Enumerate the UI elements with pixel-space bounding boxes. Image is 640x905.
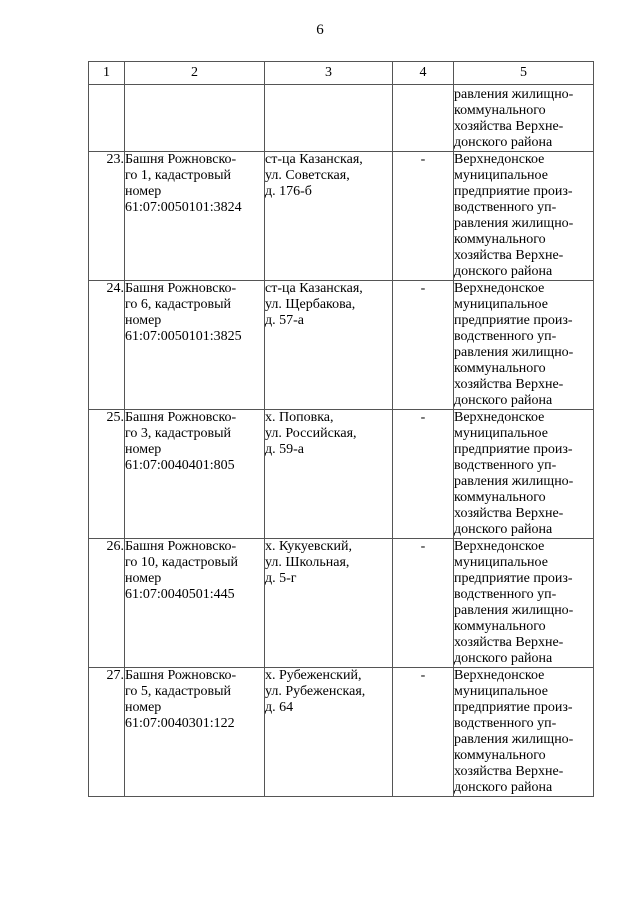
- continuation-address-cell: [265, 85, 393, 152]
- table-row: [89, 152, 594, 281]
- object-name-cell: [125, 668, 265, 797]
- address-cell: [265, 539, 393, 668]
- org-line: донского района: [454, 393, 553, 408]
- organization-cell: [454, 539, 594, 668]
- address-line: ул. Российская,: [265, 426, 357, 441]
- org-line: донского района: [454, 135, 553, 150]
- address-line: ст-ца Казанская,: [265, 281, 363, 296]
- header-col-5: 5: [454, 62, 594, 85]
- name-line: номер: [125, 700, 162, 715]
- address-line: ул. Рубеженская,: [265, 684, 366, 699]
- row-number: 25.: [89, 410, 125, 539]
- name-line: го 6, кадастровый: [125, 297, 232, 312]
- object-name-cell: [125, 281, 265, 410]
- org-line: коммунального: [454, 361, 546, 376]
- header-row: [89, 62, 594, 85]
- header-col-3: 3: [265, 62, 393, 85]
- org-line: водственного уп-: [454, 329, 557, 344]
- address-line: ул. Советская,: [265, 168, 350, 183]
- mark-cell: -: [393, 281, 454, 410]
- org-line: равления жилищно-: [454, 345, 574, 360]
- address-cell: [265, 410, 393, 539]
- org-line: равления жилищно-: [454, 216, 574, 231]
- name-line: Башня Рожновско-: [125, 539, 237, 554]
- continuation-name-cell: [125, 85, 265, 152]
- org-line: равления жилищно-: [454, 474, 574, 489]
- object-name-cell: [125, 539, 265, 668]
- org-line: водственного уп-: [454, 716, 557, 731]
- org-line: Верхнедонское: [454, 281, 545, 296]
- table-row: [89, 281, 594, 410]
- name-line: 61:07:0050101:3824: [125, 200, 242, 215]
- org-line: Верхнедонское: [454, 668, 545, 683]
- org-line: Верхнедонское: [454, 410, 545, 425]
- org-line: предприятие произ-: [454, 700, 573, 715]
- mark-cell: -: [393, 668, 454, 797]
- name-line: 61:07:0040501:445: [125, 587, 235, 602]
- address-line: ул. Щербакова,: [265, 297, 356, 312]
- org-line: хозяйства Верхне-: [454, 119, 564, 134]
- address-line: ул. Школьная,: [265, 555, 350, 570]
- org-line: коммунального: [454, 490, 546, 505]
- org-line: донского района: [454, 780, 553, 795]
- org-line: водственного уп-: [454, 200, 557, 215]
- object-name-cell: [125, 152, 265, 281]
- org-line: муниципальное: [454, 297, 548, 312]
- org-line: равления жилищно-: [454, 87, 574, 102]
- object-name-cell: [125, 410, 265, 539]
- name-line: номер: [125, 184, 162, 199]
- name-line: Башня Рожновско-: [125, 668, 237, 683]
- org-line: муниципальное: [454, 555, 548, 570]
- name-line: номер: [125, 571, 162, 586]
- mark-cell: -: [393, 152, 454, 281]
- row-number: 26.: [89, 539, 125, 668]
- address-line: х. Поповка,: [265, 410, 334, 425]
- continuation-mark-cell: [393, 85, 454, 152]
- address-line: д. 59-а: [265, 442, 304, 457]
- name-line: Башня Рожновско-: [125, 281, 237, 296]
- org-line: хозяйства Верхне-: [454, 248, 564, 263]
- address-line: д. 64: [265, 700, 294, 715]
- org-line: муниципальное: [454, 168, 548, 183]
- table-row: [89, 539, 594, 668]
- address-line: х. Рубеженский,: [265, 668, 362, 683]
- continuation-num-cell: [89, 85, 125, 152]
- org-line: донского района: [454, 651, 553, 666]
- org-line: водственного уп-: [454, 587, 557, 602]
- org-line: коммунального: [454, 232, 546, 247]
- header-col-1: 1: [89, 62, 125, 85]
- name-line: номер: [125, 442, 162, 457]
- org-line: коммунального: [454, 619, 546, 634]
- organization-cell: [454, 281, 594, 410]
- row-number: 27.: [89, 668, 125, 797]
- header-col-2: 2: [125, 62, 265, 85]
- org-line: хозяйства Верхне-: [454, 377, 564, 392]
- registry-table: [88, 61, 594, 797]
- org-line: Верхнедонское: [454, 152, 545, 167]
- name-line: 61:07:0040301:122: [125, 716, 235, 731]
- org-line: хозяйства Верхне-: [454, 764, 564, 779]
- org-line: хозяйства Верхне-: [454, 506, 564, 521]
- address-cell: [265, 281, 393, 410]
- name-line: 61:07:0040401:805: [125, 458, 235, 473]
- header-col-4: 4: [393, 62, 454, 85]
- org-line: донского района: [454, 264, 553, 279]
- name-line: го 1, кадастровый: [125, 168, 232, 183]
- page-number: 6: [316, 22, 324, 38]
- address-line: д. 57-а: [265, 313, 304, 328]
- mark-cell: -: [393, 410, 454, 539]
- mark-cell: -: [393, 539, 454, 668]
- organization-cell: [454, 152, 594, 281]
- organization-cell: [454, 668, 594, 797]
- address-cell: [265, 152, 393, 281]
- name-line: го 5, кадастровый: [125, 684, 232, 699]
- org-line: предприятие произ-: [454, 571, 573, 586]
- name-line: номер: [125, 313, 162, 328]
- table-row: [89, 410, 594, 539]
- org-line: равления жилищно-: [454, 732, 574, 747]
- continuation-org-cell: [454, 85, 594, 152]
- org-line: муниципальное: [454, 426, 548, 441]
- name-line: го 10, кадастровый: [125, 555, 239, 570]
- org-line: донского района: [454, 522, 553, 537]
- org-line: коммунального: [454, 748, 546, 763]
- address-cell: [265, 668, 393, 797]
- name-line: 61:07:0050101:3825: [125, 329, 242, 344]
- org-line: Верхнедонское: [454, 539, 545, 554]
- name-line: Башня Рожновско-: [125, 410, 237, 425]
- address-line: д. 5-г: [265, 571, 297, 586]
- org-line: муниципальное: [454, 684, 548, 699]
- address-line: х. Кукуевский,: [265, 539, 352, 554]
- address-line: ст-ца Казанская,: [265, 152, 363, 167]
- table-row: [89, 668, 594, 797]
- name-line: го 3, кадастровый: [125, 426, 232, 441]
- address-line: д. 176-б: [265, 184, 312, 199]
- continuation-row: [89, 85, 594, 152]
- row-number: 23.: [89, 152, 125, 281]
- org-line: коммунального: [454, 103, 546, 118]
- organization-cell: [454, 410, 594, 539]
- org-line: предприятие произ-: [454, 184, 573, 199]
- row-number: 24.: [89, 281, 125, 410]
- org-line: хозяйства Верхне-: [454, 635, 564, 650]
- org-line: предприятие произ-: [454, 313, 573, 328]
- name-line: Башня Рожновско-: [125, 152, 237, 167]
- org-line: равления жилищно-: [454, 603, 574, 618]
- org-line: водственного уп-: [454, 458, 557, 473]
- org-line: предприятие произ-: [454, 442, 573, 457]
